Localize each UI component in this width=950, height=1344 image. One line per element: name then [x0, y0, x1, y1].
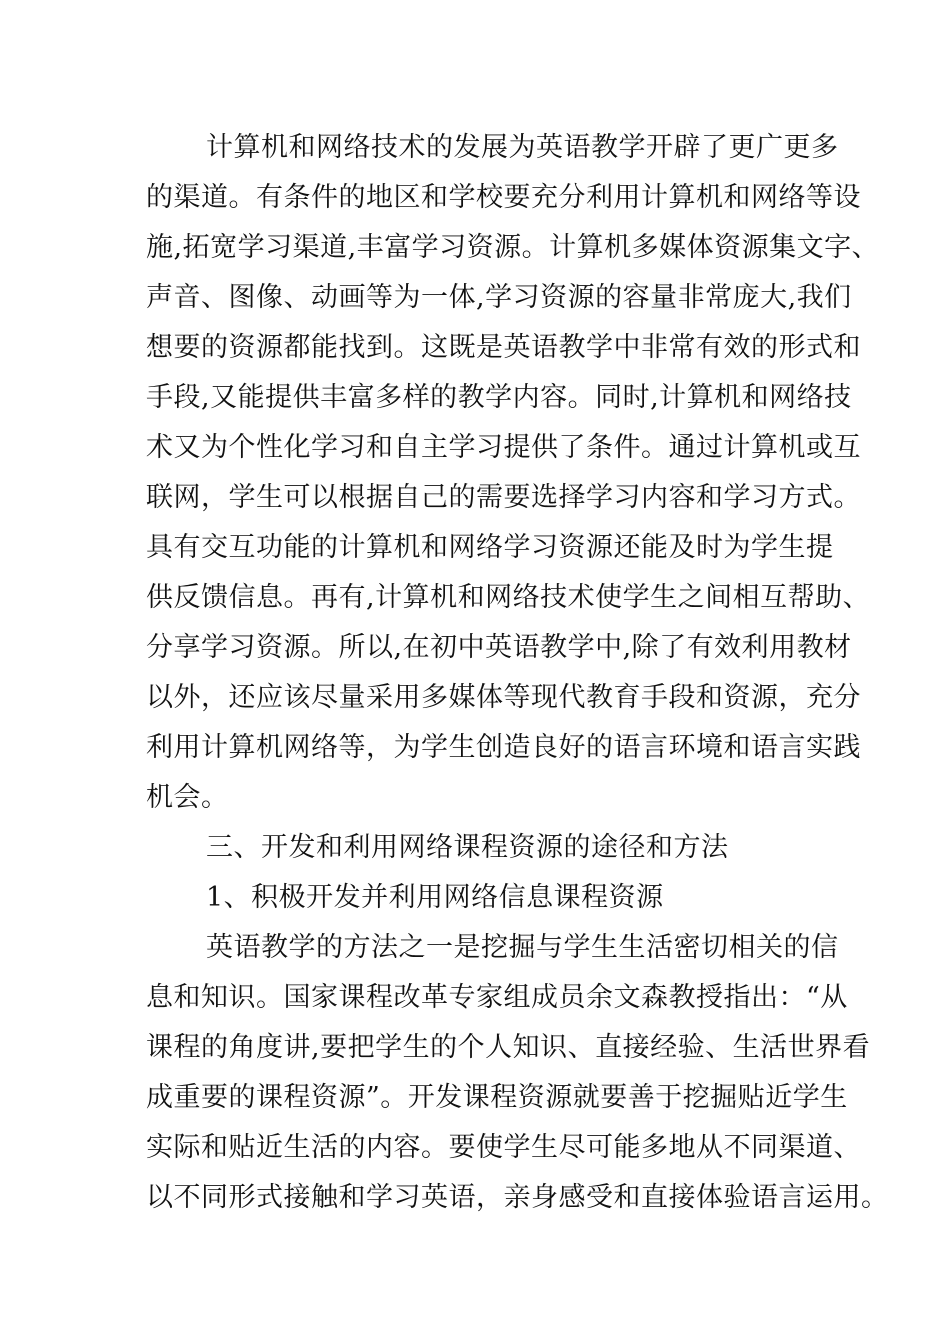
- paragraph-1-line-14: 机会。: [146, 782, 229, 813]
- paragraph-1-line-2: 的渠道。有条件的地区和学校要充分利用计算机和网络等设: [146, 182, 861, 213]
- paragraph-2-line-3: 课程的角度讲,要把学生的个人知识、直接经验、生活世界看: [146, 1032, 871, 1063]
- subsection-heading: 1、积极开发并利用网络信息课程资源: [206, 882, 664, 913]
- paragraph-1-line-11: 分享学习资源。所以,在初中英语教学中,除了有效利用教材: [146, 632, 852, 663]
- paragraph-1-line-12: 以外，还应该尽量采用多媒体等现代教育手段和资源，充分: [146, 682, 861, 713]
- paragraph-2-line-5: 实际和贴近生活的内容。要使学生尽可能多地从不同渠道、: [146, 1132, 861, 1163]
- paragraph-2-line-2: 息和知识。国家课程改革专家组成员余文森教授指出：“从: [146, 982, 848, 1013]
- paragraph-1-line-13: 利用计算机网络等，为学生创造良好的语言环境和语言实践: [146, 732, 861, 763]
- paragraph-1-line-1: 计算机和网络技术的发展为英语教学开辟了更广更多: [206, 132, 839, 163]
- paragraph-1-line-7: 术又为个性化学习和自主学习提供了条件。通过计算机或互: [146, 432, 861, 463]
- paragraph-1-line-10: 供反馈信息。再有,计算机和网络技术使学生之间相互帮助、: [146, 582, 871, 613]
- paragraph-1-line-3: 施,拓宽学习渠道,丰富学习资源。计算机多媒体资源集文字、: [146, 232, 880, 263]
- section-heading: 三、开发和利用网络课程资源的途径和方法: [206, 832, 729, 863]
- paragraph-1-line-6: 手段,又能提供丰富多样的教学内容。同时,计算机和网络技: [146, 382, 852, 413]
- paragraph-2-line-4: 成重要的课程资源”。开发课程资源就要善于挖掘贴近学生: [146, 1082, 848, 1113]
- paragraph-1-line-4: 声音、图像、动画等为一体,学习资源的容量非常庞大,我们: [146, 282, 852, 313]
- paragraph-2-line-6: 以不同形式接触和学习英语，亲身感受和直接体验语言运用。: [146, 1182, 889, 1213]
- paragraph-1-line-5: 想要的资源都能找到。这既是英语教学中非常有效的形式和: [146, 332, 861, 363]
- paragraph-1-line-8: 联网，学生可以根据自己的需要选择学习内容和学习方式。: [146, 482, 861, 513]
- paragraph-2-line-1: 英语教学的方法之一是挖掘与学生生活密切相关的信: [206, 932, 839, 963]
- paragraph-1-line-9: 具有交互功能的计算机和网络学习资源还能及时为学生提: [146, 532, 834, 563]
